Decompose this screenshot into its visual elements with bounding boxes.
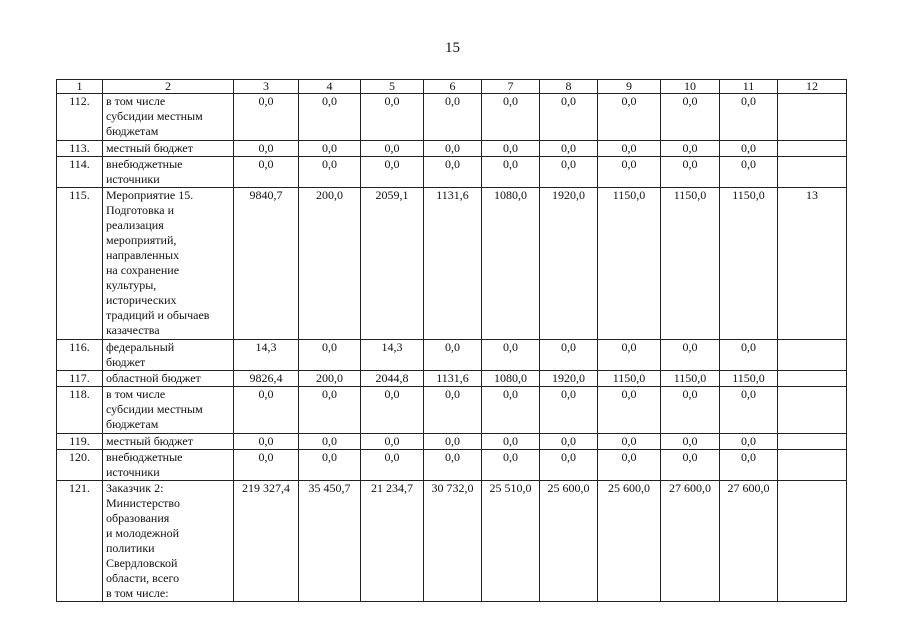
column-12-cell [778,387,847,434]
value-cell: 0,0 [424,340,482,371]
value-cell: 0,0 [299,387,361,434]
value-cell: 200,0 [299,371,361,387]
row-number-cell: 114. [57,157,103,188]
value-cell: 1150,0 [661,188,720,340]
column-header: 12 [778,80,847,94]
budget-table [56,79,847,602]
table-row [57,141,847,157]
value-cell: 30 732,0 [424,481,482,602]
value-cell: 0,0 [234,141,299,157]
value-cell: 1150,0 [661,371,720,387]
table-row [57,157,847,188]
column-header: 2 [103,80,234,94]
value-cell: 0,0 [598,141,661,157]
column-12-cell [778,481,847,602]
value-cell: 0,0 [424,387,482,434]
value-cell: 1150,0 [720,188,778,340]
value-cell: 0,0 [482,387,540,434]
column-header: 1 [57,80,103,94]
value-cell: 0,0 [234,157,299,188]
row-name-cell: Мероприятие 15. Подготовка и реализация мероприятий, направленных на сохранение культуры, исторических традиций и обычаев казачества [103,188,234,340]
column-header: 7 [482,80,540,94]
value-cell: 0,0 [299,94,361,141]
value-cell: 0,0 [598,340,661,371]
value-cell: 9826,4 [234,371,299,387]
row-name-cell: в том числе субсидии местным бюджетам [103,94,234,141]
table-row [57,188,847,340]
value-cell: 0,0 [540,141,598,157]
value-cell: 0,0 [482,94,540,141]
value-cell: 0,0 [661,94,720,141]
value-cell: 0,0 [424,141,482,157]
value-cell: 0,0 [361,434,424,450]
value-cell: 0,0 [540,387,598,434]
value-cell: 0,0 [234,94,299,141]
value-cell: 21 234,7 [361,481,424,602]
row-number-cell: 113. [57,141,103,157]
column-header: 9 [598,80,661,94]
row-name-cell: местный бюджет [103,141,234,157]
column-header: 4 [299,80,361,94]
value-cell: 0,0 [361,157,424,188]
value-cell: 0,0 [720,157,778,188]
row-number-cell: 121. [57,481,103,602]
value-cell: 0,0 [598,450,661,481]
value-cell: 25 510,0 [482,481,540,602]
value-cell: 0,0 [299,157,361,188]
value-cell: 0,0 [361,450,424,481]
row-name-cell: областной бюджет [103,371,234,387]
column-12-cell [778,434,847,450]
value-cell: 0,0 [361,94,424,141]
value-cell: 1150,0 [598,188,661,340]
value-cell: 27 600,0 [720,481,778,602]
column-12-cell [778,141,847,157]
row-name-cell: внебюджетные источники [103,157,234,188]
row-number-cell: 115. [57,188,103,340]
value-cell: 0,0 [482,141,540,157]
value-cell: 0,0 [234,387,299,434]
value-cell: 0,0 [299,434,361,450]
value-cell: 1080,0 [482,371,540,387]
table-row [57,387,847,434]
value-cell: 1150,0 [720,371,778,387]
value-cell: 0,0 [361,141,424,157]
value-cell: 14,3 [361,340,424,371]
page-number: 15 [445,40,460,56]
column-12-cell [778,340,847,371]
value-cell: 2059,1 [361,188,424,340]
column-header: 10 [661,80,720,94]
table-row [57,450,847,481]
value-cell: 0,0 [720,94,778,141]
value-cell: 0,0 [661,157,720,188]
value-cell: 0,0 [661,434,720,450]
column-12-cell [778,94,847,141]
row-number-cell: 112. [57,94,103,141]
row-name-cell: местный бюджет [103,434,234,450]
value-cell: 0,0 [540,340,598,371]
table-row [57,94,847,141]
column-12-cell [778,371,847,387]
value-cell: 0,0 [540,94,598,141]
value-cell: 1080,0 [482,188,540,340]
table-row [57,340,847,371]
value-cell: 0,0 [299,141,361,157]
value-cell: 0,0 [482,157,540,188]
value-cell: 0,0 [720,434,778,450]
value-cell: 0,0 [361,387,424,434]
value-cell: 0,0 [482,434,540,450]
column-12-cell: 13 [778,188,847,340]
value-cell: 200,0 [299,188,361,340]
row-name-cell: федеральный бюджет [103,340,234,371]
column-header: 6 [424,80,482,94]
value-cell: 1920,0 [540,188,598,340]
value-cell: 0,0 [598,434,661,450]
value-cell: 25 600,0 [540,481,598,602]
value-cell: 0,0 [234,450,299,481]
value-cell: 1131,6 [424,371,482,387]
table-row [57,481,847,602]
value-cell: 0,0 [720,450,778,481]
value-cell: 0,0 [720,387,778,434]
value-cell: 0,0 [234,434,299,450]
value-cell: 219 327,4 [234,481,299,602]
row-name-cell: Заказчик 2: Министерство образования и молодежной политики Свердловской области, всего в том числе: [103,481,234,602]
value-cell: 0,0 [482,340,540,371]
value-cell: 0,0 [299,340,361,371]
value-cell: 35 450,7 [299,481,361,602]
value-cell: 0,0 [424,434,482,450]
value-cell: 0,0 [661,141,720,157]
value-cell: 0,0 [540,157,598,188]
value-cell: 14,3 [234,340,299,371]
table-row [57,434,847,450]
value-cell: 9840,7 [234,188,299,340]
value-cell: 0,0 [720,141,778,157]
value-cell: 1150,0 [598,371,661,387]
column-header: 3 [234,80,299,94]
row-number-cell: 116. [57,340,103,371]
value-cell: 0,0 [598,94,661,141]
value-cell: 2044,8 [361,371,424,387]
row-number-cell: 117. [57,371,103,387]
column-header: 8 [540,80,598,94]
row-number-cell: 120. [57,450,103,481]
value-cell: 0,0 [661,340,720,371]
column-12-cell [778,157,847,188]
value-cell: 1131,6 [424,188,482,340]
table-header-row [57,80,847,94]
value-cell: 0,0 [424,94,482,141]
row-name-cell: внебюджетные источники [103,450,234,481]
column-header: 5 [361,80,424,94]
row-number-cell: 119. [57,434,103,450]
column-12-cell [778,450,847,481]
table-row [57,371,847,387]
value-cell: 0,0 [661,450,720,481]
row-number-cell: 118. [57,387,103,434]
value-cell: 27 600,0 [661,481,720,602]
value-cell: 0,0 [424,450,482,481]
value-cell: 1920,0 [540,371,598,387]
value-cell: 0,0 [598,157,661,188]
column-header: 11 [720,80,778,94]
value-cell: 0,0 [299,450,361,481]
value-cell: 0,0 [540,450,598,481]
value-cell: 0,0 [424,157,482,188]
value-cell: 25 600,0 [598,481,661,602]
value-cell: 0,0 [661,387,720,434]
value-cell: 0,0 [598,387,661,434]
value-cell: 0,0 [482,450,540,481]
value-cell: 0,0 [720,340,778,371]
row-name-cell: в том числе субсидии местным бюджетам [103,387,234,434]
value-cell: 0,0 [540,434,598,450]
